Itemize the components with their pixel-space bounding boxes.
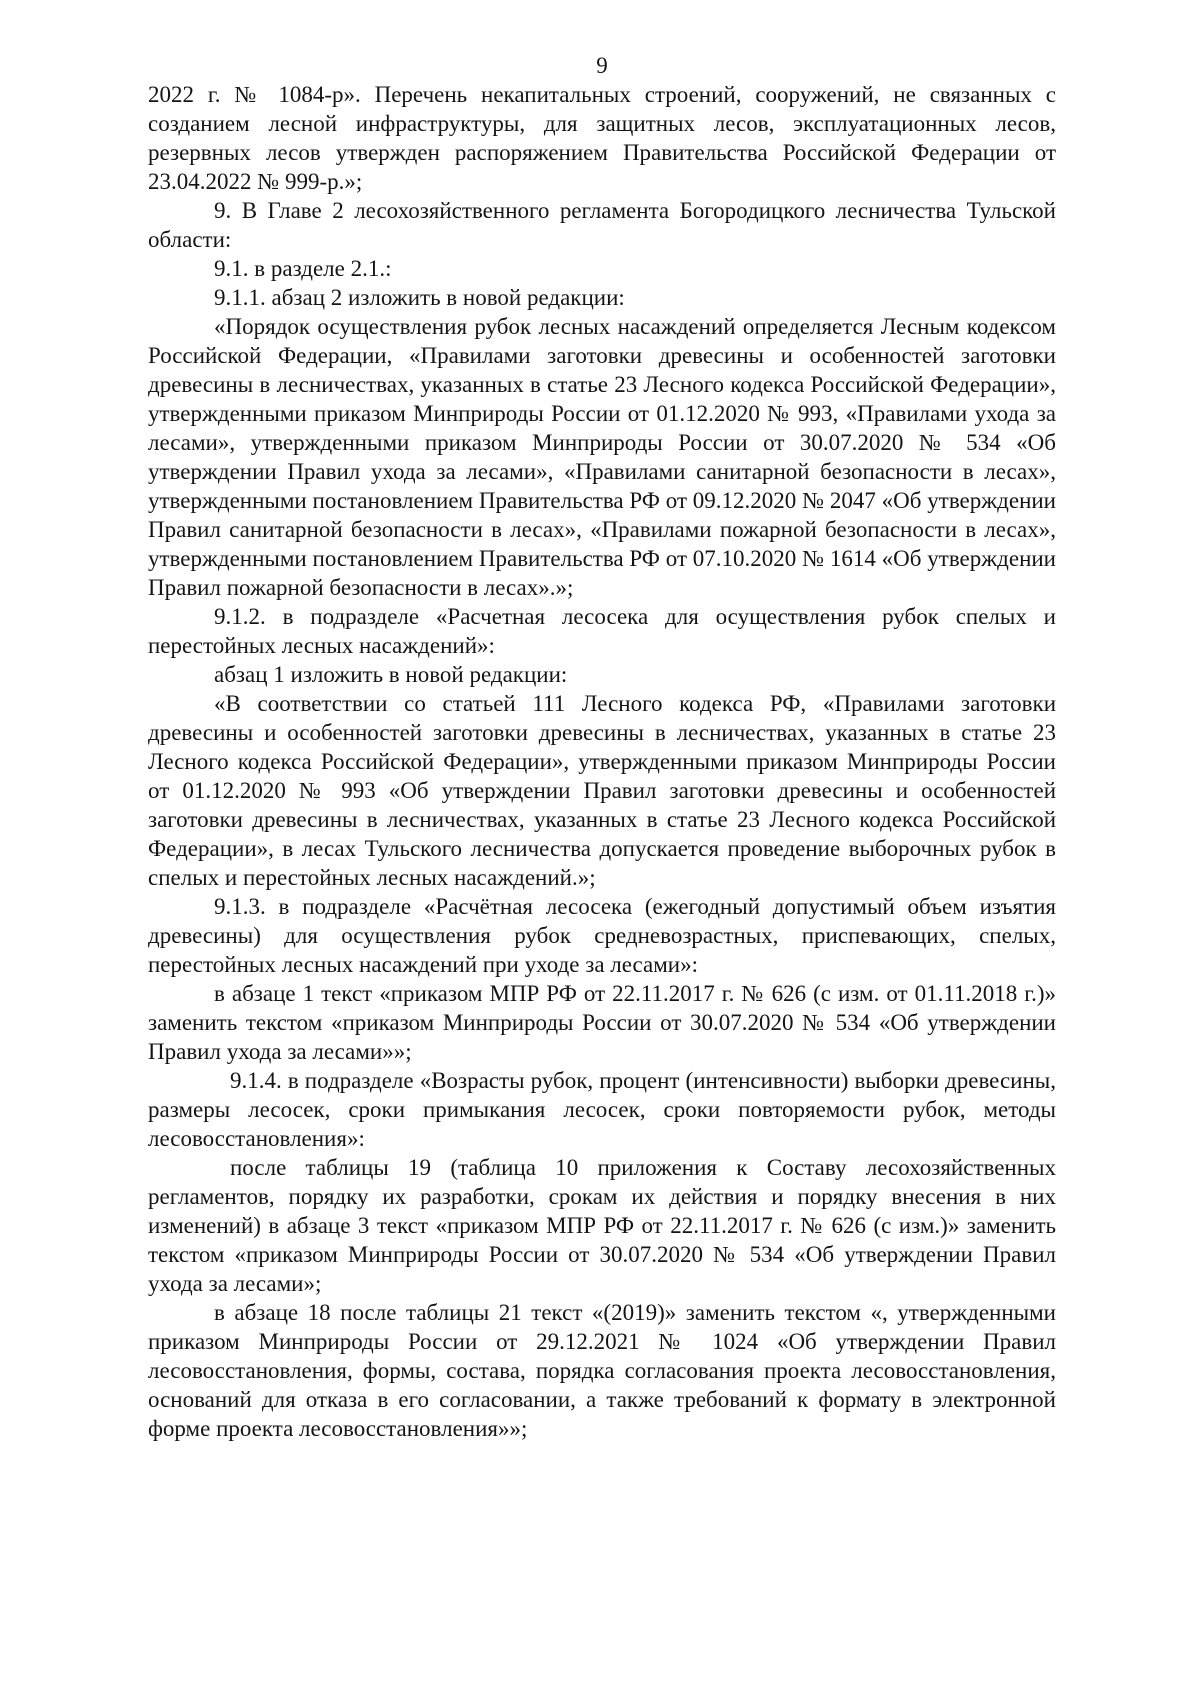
paragraph-quote-cutting-order: «Порядок осуществления рубок лесных насаждений определяется Лесным кодексом Российской Федерации, «Правилами заготовки древесины и особенностей заготовки древесины в лесничествах, указанных в статье 23 Лесного кодекса Российской Федерации», утвержденными приказом Минприроды России от 01.12.2020 № 993, «Правилами ухода за лесами», утвержденными приказом Минприроды России от 30.07.2020 № 534 «Об утверждении Правил ухода за лесами», «Правилами санитарной безопасности в лесах», утвержденными постановлением Правительства РФ от 09.12.2020 № 2047 «Об утверждении Правил санитарной безопасности в лесах», «Правилами пожарной безопасности в лесах», утвержденными постановлением Правительства РФ от 07.10.2020 № 1614 «Об утверждении Правил пожарной безопасности в лесах».»; [148, 314, 1056, 600]
paragraph-continuation: 2022 г. № 1084-р». Перечень некапитальных строений, сооружений, не связанных с созданием лесной инфраструктуры, для защитных лесов, эксплуатационных лесов, резервных лесов утвержден распоряжением Правительства Российской Федерации от 23.04.2022 № 999-р.»; [148, 82, 1056, 194]
paragraph-item-9-1-2: 9.1.2. в подразделе «Расчетная лесосека для осуществления рубок спелых и перестойных лесных насаждений»: [148, 604, 1056, 658]
paragraph-after-table-19: после таблицы 19 (таблица 10 приложения к Составу лесохозяйственных регламентов, порядку их разработки, срокам их действия и порядку внесения в них изменений) в абзаце 3 текст «приказом МПР РФ от 22.11.2017 г. № 626 (с изм.)» заменить текстом «приказом Минприроды России от 30.07.2020 № 534 «Об утверждении Правил ухода за лесами»; [148, 1155, 1056, 1296]
paragraph-abzats-1-replace: в абзаце 1 текст «приказом МПР РФ от 22.11.2017 г. № 626 (с изм. от 01.11.2018 г.)» заменить текстом «приказом Минприроды России от 30.07.2020 № 534 «Об утверждении Правил ухода за лесами»»; [148, 981, 1056, 1064]
paragraph-abzats-18: в абзаце 18 после таблицы 21 текст «(2019)» заменить текстом «, утвержденными приказом Минприроды России от 29.12.2021 № 1024 «Об утверждении Правил лесовосстановления, формы, состава, порядка согласования проекта лесовосстановления, оснований для отказа в его согласовании, а также требований к формату в электронной форме проекта лесовосстановления»»; [148, 1300, 1056, 1441]
paragraph-item-9-1-1: 9.1.1. абзац 2 изложить в новой редакции: [214, 285, 625, 310]
document-page [148, 52, 1056, 1443]
paragraph-item-9: 9. В Главе 2 лесохозяйственного регламента Богородицкого лесничества Тульской области: [148, 198, 1056, 252]
paragraph-quote-article-111: «В соответствии со статьей 111 Лесного кодекса РФ, «Правилами заготовки древесины и особенностей заготовки древесины в лесничествах, указанных в статье 23 Лесного кодекса Российской Федерации», утвержденными приказом Минприроды России от 01.12.2020 № 993 «Об утверждении Правил заготовки древесины и особенностей заготовки древесины в лесничествах, указанных в статье 23 Лесного кодекса Российской Федерации», в лесах Тульского лесничества допускается проведение выборочных рубок в спелых и перестойных лесных насаждений.»; [148, 691, 1056, 890]
paragraph-item-9-1-4: 9.1.4. в подразделе «Возрасты рубок, процент (интенсивности) выборки древесины, размеры лесосек, сроки примыкания лесосек, сроки повторяемости рубок, методы лесовосстановления»: [148, 1068, 1056, 1151]
paragraph-item-9-1: 9.1. в разделе 2.1.: [214, 256, 392, 281]
page-number: 9 [596, 53, 608, 78]
paragraph-item-9-1-3: 9.1.3. в подразделе «Расчётная лесосека (ежегодный допустимый объем изъятия древесины) для осуществления рубок средневозрастных, приспевающих, спелых, перестойных лесных насаждений при уходе за лесами»: [148, 894, 1056, 977]
paragraph-abzats-1: абзац 1 изложить в новой редакции: [214, 662, 568, 687]
